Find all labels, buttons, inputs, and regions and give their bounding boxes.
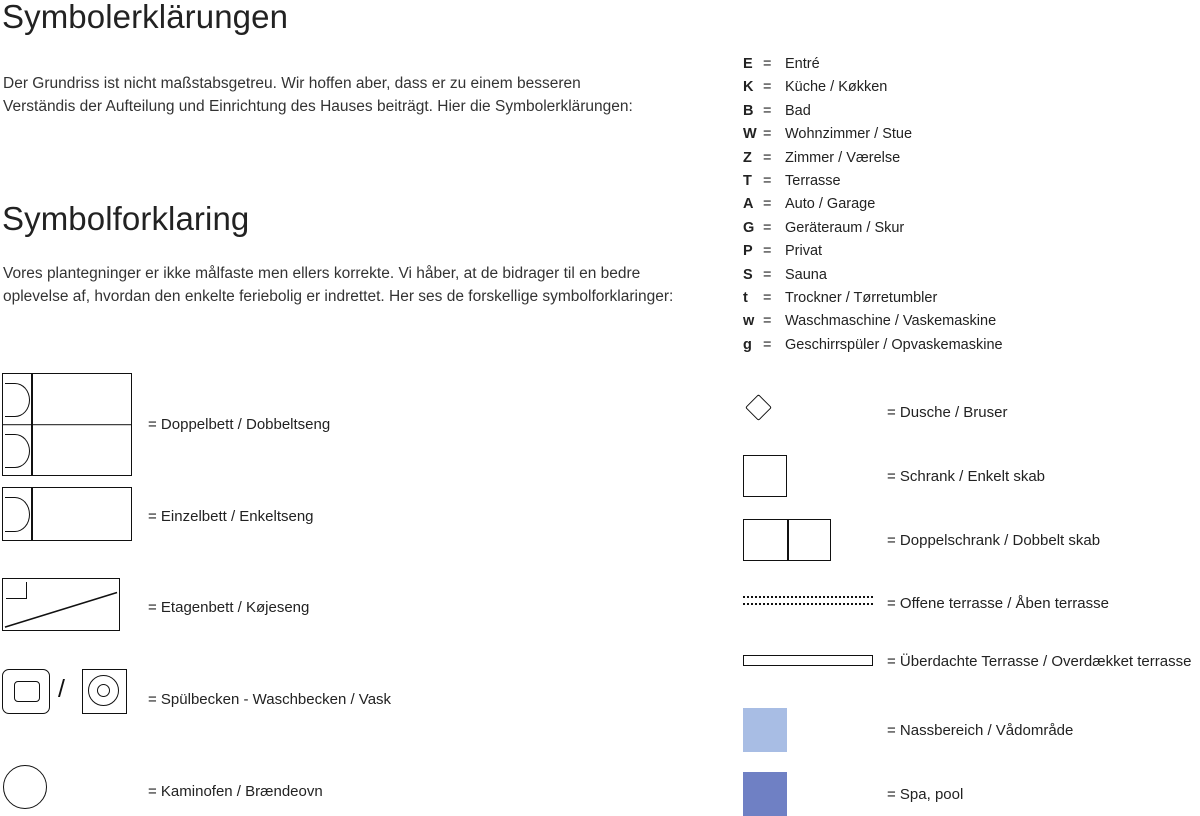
double-bed-icon	[2, 373, 132, 476]
abbreviation-key: P	[743, 243, 753, 260]
wet-area-swatch-icon	[743, 708, 787, 752]
open-terrace-icon	[743, 596, 873, 605]
abbreviation-key: G	[743, 219, 755, 236]
abbreviation-key: W	[743, 126, 757, 143]
single-wardrobe-icon	[743, 455, 787, 497]
abbreviation-value: Auto / Garage	[785, 196, 876, 213]
open-terrace-label: = Offene terrasse / Åben terrasse	[887, 595, 1109, 612]
spa-pool-label: = Spa, pool	[887, 786, 964, 803]
abbreviation-equals: =	[763, 79, 772, 96]
abbreviation-equals: =	[763, 289, 772, 306]
abbreviation-value: Wohnzimmer / Stue	[785, 126, 913, 143]
shower-diamond-icon	[745, 394, 772, 421]
abbreviation-equals: =	[763, 313, 772, 330]
abbreviation-equals: =	[763, 266, 772, 283]
single-wardrobe-label: = Schrank / Enkelt skab	[887, 468, 1045, 485]
abbreviation-equals: =	[763, 56, 772, 72]
wood-stove-icon	[3, 765, 47, 809]
abbreviation-value: Küche / Køkken	[785, 79, 888, 96]
right-column	[735, 0, 1200, 803]
abbreviation-value: Zimmer / Værelse	[785, 149, 901, 166]
abbreviation-equals: =	[763, 336, 772, 353]
abbreviation-value: Privat	[785, 243, 823, 260]
abbreviation-key: t	[743, 289, 748, 306]
intro-paragraph-dk: Vores plantegninger er ikke målfaste men ellers korrekte. Vi håber, at de bidrager til en bedre oplevelse af, hvordan den enkelte feriebolig er indrettet. Her ses de forskellige symbolforklaringer:	[3, 264, 674, 305]
abbreviation-value: Sauna	[785, 266, 827, 283]
shower-label: = Dusche / Bruser	[887, 404, 1008, 421]
abbreviation-value: Geschirrspüler / Opvaskemaskine	[785, 336, 1003, 353]
abbreviation-equals: =	[763, 196, 772, 213]
bunk-bed-icon	[2, 578, 120, 631]
abbreviation-equals: =	[763, 243, 772, 260]
abbreviation-value: Bad	[785, 102, 811, 119]
abbreviation-key: A	[743, 196, 754, 213]
double-bed-label: = Doppelbett / Dobbeltseng	[148, 416, 331, 433]
abbreviation-key: B	[743, 102, 754, 119]
wood-stove-label: = Kaminofen / Brændeovn	[148, 783, 323, 800]
single-bed-icon	[2, 487, 132, 541]
abbreviation-value: Entré	[785, 56, 820, 72]
abbreviation-equals: =	[763, 219, 772, 236]
abbreviation-key: g	[743, 336, 752, 353]
covered-terrace-icon	[743, 655, 873, 666]
abbreviation-key: S	[743, 266, 753, 283]
bunk-bed-label: = Etagenbett / Køjeseng	[148, 599, 310, 616]
sink-basin-icon: /	[2, 669, 132, 717]
wet-area-label: = Nassbereich / Vådområde	[887, 722, 1074, 739]
abbreviation-key: w	[743, 313, 755, 330]
abbreviation-value: Trockner / Tørretumbler	[785, 289, 938, 306]
abbreviation-value: Geräteraum / Skur	[785, 219, 905, 236]
double-wardrobe-label: = Doppelschrank / Dobbelt skab	[887, 532, 1101, 549]
double-wardrobe-icon	[743, 519, 831, 561]
page-title-de: Symbolerklärungen	[2, 0, 289, 36]
covered-terrace-label: = Überdachte Terrasse / Overdækket terrasse	[887, 653, 1192, 670]
abbreviation-equals: =	[763, 126, 772, 143]
abbreviation-key: E	[743, 56, 753, 72]
spa-pool-swatch-icon	[743, 772, 787, 816]
abbreviation-key: Z	[743, 149, 752, 166]
abbreviation-key: K	[743, 79, 754, 96]
abbreviation-value: Terrasse	[785, 172, 841, 189]
abbreviation-equals: =	[763, 102, 772, 119]
abbreviation-value: Waschmaschine / Vaskemaskine	[785, 313, 997, 330]
abbreviation-key: T	[743, 172, 752, 189]
abbreviation-equals: =	[763, 149, 772, 166]
intro-paragraph-de: Der Grundriss ist nicht maßstabsgetreu. Wir hoffen aber, dass er zu einem besseren Verständis der Aufteilung und Einrichtung des Hauses beiträgt. Hier die Symbolerklärungen:	[3, 74, 633, 115]
abbreviation-equals: =	[763, 172, 772, 189]
single-bed-label: = Einzelbett / Enkeltseng	[148, 508, 314, 525]
sink-basin-label: = Spülbecken - Waschbecken / Vask	[148, 691, 392, 708]
page-title-dk: Symbolforklaring	[2, 200, 250, 238]
